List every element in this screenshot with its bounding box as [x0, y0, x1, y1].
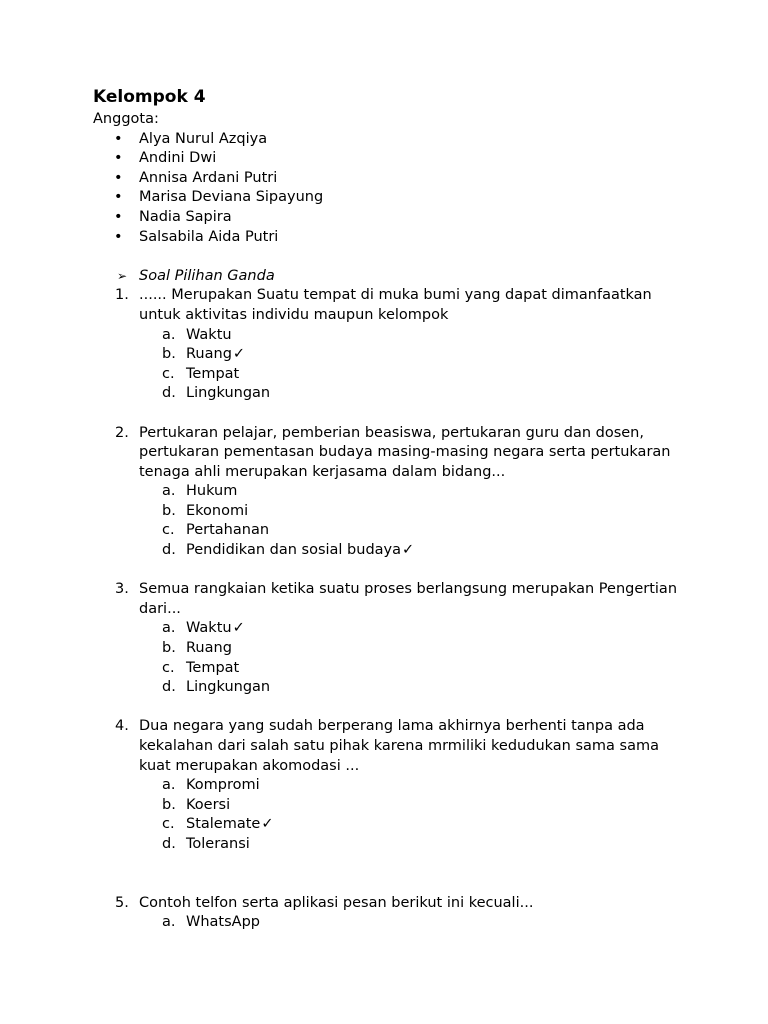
option-letter: c. [162, 816, 175, 833]
option-letter: b. [162, 640, 176, 657]
option-list [139, 482, 693, 560]
option-text: WhatsApp [186, 914, 260, 931]
option-item [139, 345, 693, 365]
question-text: Semua rangkaian ketika suatu proses berlangsung merupakan Pengertian dari... [139, 581, 678, 617]
option-letter: a. [162, 777, 176, 794]
question-text: ...... Merupakan Suatu tempat di muka bumi yang dapat dimanfaatkan untuk aktivitas individu maupun kelompok [139, 287, 652, 323]
checkmark-icon: ✓ [261, 816, 274, 833]
option-item [139, 913, 693, 933]
bullet-icon: • [114, 228, 123, 245]
document-title: Kelompok 4 [93, 87, 206, 107]
option-text: Tempat [186, 659, 240, 676]
option-text: Pertahanan [186, 522, 270, 539]
question-number: 2. [115, 424, 129, 441]
question-text: Pertukaran pelajar, pemberian beasiswa, pertukaran guru dan dosen, pertukaran pementasan budaya masing-masing negara serta pertukaran tenaga ahli merupakan kerjasama dalam bidang... [139, 424, 671, 480]
member-name: Nadia Sapira [139, 208, 232, 225]
section-heading [93, 267, 693, 287]
option-letter: b. [162, 502, 176, 519]
question-number: 3. [115, 581, 129, 598]
option-letter: a. [162, 326, 176, 343]
question-item [93, 717, 693, 854]
option-letter: c. [162, 659, 175, 676]
option-letter: d. [162, 679, 176, 696]
option-text: Ruang [186, 640, 232, 657]
option-letter: c. [162, 365, 175, 382]
option-text: Waktu [186, 326, 232, 343]
option-letter: a. [162, 914, 176, 931]
bullet-icon: • [114, 208, 123, 225]
option-text: Koersi [186, 796, 231, 813]
option-letter: d. [162, 542, 176, 559]
option-item [139, 326, 693, 346]
document-content [93, 86, 693, 933]
question-item [93, 424, 693, 561]
checkmark-icon: ✓ [402, 542, 415, 559]
option-text: Stalemate [186, 816, 261, 833]
member-item [93, 208, 693, 228]
option-item [139, 639, 693, 659]
question-number: 1. [115, 287, 129, 304]
checkmark-icon: ✓ [232, 620, 245, 637]
option-item [139, 835, 693, 855]
member-name: Alya Nurul Azqiya [139, 130, 268, 147]
option-item [139, 776, 693, 796]
question-text: Dua negara yang sudah berperang lama akhirnya berhenti tanpa ada kekalahan dari salah satu pihak karena mrmiliki kedudukan sama sama kuat merupakan akomodasi ... [139, 718, 659, 774]
option-text: Pendidikan dan sosial budaya [186, 542, 402, 559]
member-name: Annisa Ardani Putri [139, 169, 278, 186]
members-list [93, 130, 693, 248]
arrow-bullet-icon: ➢ [117, 268, 128, 283]
question-item [93, 580, 693, 698]
option-text: Hukum [186, 483, 238, 500]
option-item [139, 384, 693, 404]
question-item [93, 894, 693, 933]
option-item [139, 815, 693, 835]
question-text: Contoh telfon serta aplikasi pesan berikut ini kecuali... [139, 894, 534, 911]
option-letter: b. [162, 346, 176, 363]
option-letter: a. [162, 620, 176, 637]
question-item [93, 286, 693, 404]
member-item [93, 228, 693, 248]
option-text: Waktu [186, 620, 232, 637]
option-item [139, 482, 693, 502]
member-item [93, 130, 693, 150]
option-text: Ruang [186, 346, 232, 363]
option-text: Toleransi [186, 835, 250, 852]
member-name: Andini Dwi [139, 150, 217, 167]
option-list [139, 326, 693, 404]
option-text: Ekonomi [186, 502, 249, 519]
option-letter: b. [162, 796, 176, 813]
option-text: Lingkungan [186, 385, 271, 402]
option-letter: d. [162, 835, 176, 852]
member-name: Marisa Deviana Sipayung [139, 189, 324, 206]
bullet-icon: • [114, 130, 123, 147]
option-item [139, 619, 693, 639]
option-list [139, 913, 693, 933]
option-list [139, 619, 693, 697]
option-item [139, 659, 693, 679]
option-text: Lingkungan [186, 679, 271, 696]
bullet-icon: • [114, 189, 123, 206]
member-item [93, 188, 693, 208]
option-item [139, 678, 693, 698]
option-item [139, 502, 693, 522]
member-item [93, 169, 693, 189]
option-list [139, 776, 693, 854]
option-text: Tempat [186, 365, 240, 382]
option-item [139, 796, 693, 816]
option-item [139, 541, 693, 561]
section-title: Soal Pilihan Ganda [139, 267, 275, 284]
option-letter: a. [162, 483, 176, 500]
option-letter: d. [162, 385, 176, 402]
members-label: Anggota: [93, 111, 159, 127]
option-item [139, 365, 693, 385]
option-letter: c. [162, 522, 175, 539]
checkmark-icon: ✓ [232, 346, 246, 363]
option-item [139, 521, 693, 541]
question-number: 4. [115, 718, 129, 735]
bullet-icon: • [114, 150, 123, 167]
member-item [93, 149, 693, 169]
member-name: Salsabila Aida Putri [139, 228, 279, 245]
question-number: 5. [115, 894, 129, 911]
bullet-icon: • [114, 169, 123, 186]
option-text: Kompromi [186, 777, 260, 794]
